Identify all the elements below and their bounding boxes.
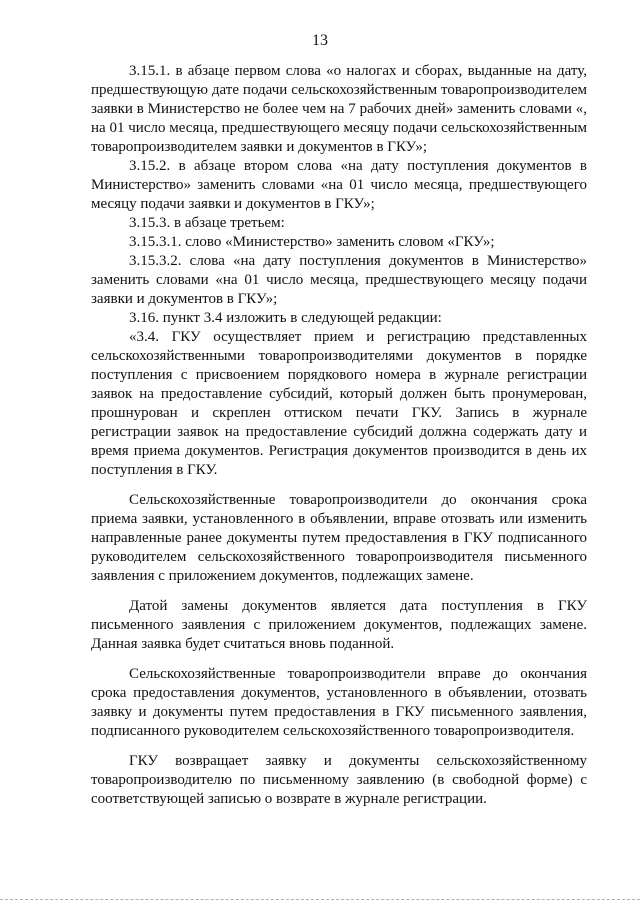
paragraph-3-15-2: 3.15.2. в абзаце втором слова «на дату поступления документов в Министерство» заменить словами «на 01 число месяца, предшествующего месяцу подачи заявки и документов в ГКУ»;: [91, 158, 587, 212]
paragraph-3-15-1: 3.15.1. в абзаце первом слова «о налогах и сборах, выданные на дату, предшествующую дате подачи сельскохозяйственным товаропроизводителем заявки в Министерство не более чем на 7 рабочих дней» заменить словами «, на 01 число месяца, предшествующего месяцу подачи сельскохозяйственным товаропроизводителем заявки и документов в ГКУ»;: [91, 63, 587, 155]
paragraph-3-4-quote: «3.4. ГКУ осуществляет прием и регистрацию представленных сельскохозяйственными товаропроизводителями документов в порядке поступления с присвоением порядкового номера в журнале регистрации заявок на предоставление субсидий, который должен быть пронумерован, прошнурован и скреплен оттиском печати ГКУ. Запись в журнале регистрации заявок на предоставление субсидий должна содержать дату и время приема документов. Регистрация документов производится в день их поступления в ГКУ.: [91, 329, 587, 478]
paragraph-3-15-3: 3.15.3. в абзаце третьем:: [129, 215, 285, 231]
paragraph-3-15-3-1: 3.15.3.1. слово «Министерство» заменить словом «ГКУ»;: [129, 234, 495, 250]
paragraph-replacement-date: Датой замены документов является дата поступления в ГКУ письменного заявления с приложением документов, подлежащих замене. Данная заявка будет считаться вновь поданной.: [91, 598, 587, 652]
page-number: 13: [312, 32, 328, 49]
paragraph-withdraw-change: Сельскохозяйственные товаропроизводители до окончания срока приема заявки, установленного в объявлении, вправе отозвать или изменить направленные ранее документы путем предоставления в ГКУ подписанного руководителем сельскохозяйственного товаропроизводителя письменного заявления с приложением документов, подлежащих замене.: [91, 492, 587, 584]
document-body: [91, 62, 587, 809]
paragraph-return-documents: ГКУ возвращает заявку и документы сельскохозяйственному товаропроизводителю по письменному заявлению (в свободной форме) с соответствующей записью о возврате в журнале регистрации.: [91, 753, 587, 807]
page-bottom-edge: [0, 899, 640, 900]
paragraph-3-15-3-2: 3.15.3.2. слова «на дату поступления документов в Министерство» заменить словами «на 01 число месяца, предшествующего месяцу подачи заявки и документов в ГКУ»;: [91, 253, 587, 307]
paragraph-3-16: 3.16. пункт 3.4 изложить в следующей редакции:: [129, 310, 442, 326]
paragraph-withdraw-application: Сельскохозяйственные товаропроизводители вправе до окончания срока предоставления документов, установленного в объявлении, отозвать заявку и документы путем предоставления в ГКУ письменного заявления, подписанного руководителем сельскохозяйственного товаропроизводителя.: [91, 666, 587, 739]
